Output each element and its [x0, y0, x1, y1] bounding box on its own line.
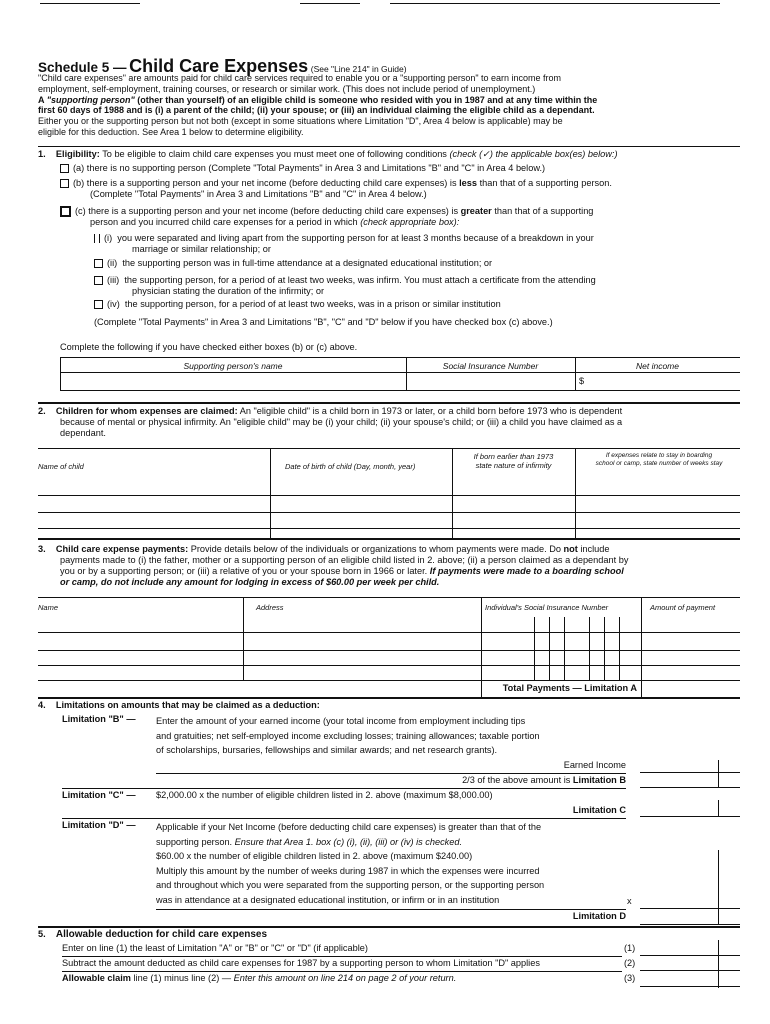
child-row-3-name[interactable]: [38, 514, 268, 527]
area1-complete-note: (Complete "Total Payments" in Area 3 and Limitations "B", "C" and "D" below if you have checked box (c) above.): [94, 317, 553, 327]
checkbox-b[interactable]: [60, 179, 69, 188]
area4-limitations: 4. Limitations on amounts that may be claimed as a deduction:: [38, 700, 320, 710]
area3-payments: 3. Child care expense payments: Provide details below of the individuals or organizations to whom payments were made. Do not include payments made to (i) the father, mother or a supporting person of an eligible child listed in 2. above; (ii) a person claimed as a dependant by you or by a supporting person; or (iii) a relative of you or your spouse born in 1966 or later. If payments were made to a boarding school or camp, do not include any amount for lodging in excess of $60.00 per week per child.: [38, 544, 629, 588]
area5-line2-label: Subtract the amount deducted as child care expenses for 1987 by a supporting person to whom Limitation "D" applies: [62, 958, 540, 968]
limitation-d-label: Limitation "D" —: [62, 820, 136, 830]
limitation-b-label: Limitation "B" —: [62, 714, 136, 724]
area5-line3-num: (3): [624, 973, 636, 983]
limitation-c-label: Limitation "C" —: [62, 790, 136, 800]
limitation-d-text: Applicable if your Net Income (before deducting child care expenses) is greater than that of the supporting person. Ensure that Area 1. box (c) (i), (ii), (iii) or (iv) is checked. $60.00 x the number of eligible children listed in 2. above (maximum $240.00) Multiply this amount by the number of weeks during 1987 in which the expenses were incurred and throughout which you were separated from the supporting person, or the supporting person was in attendance at a designated educational institution, or infirm or in an institution: [156, 822, 545, 905]
area1-option-c-iii: (iii) the supporting person, for a period of at least two weeks, was infirm. You must attach a certificate from the attending physician stating the duration of the infirmity; or: [94, 275, 744, 297]
area1-option-c-i: (i) you were separated and living apart from the supporting person for at least 3 months because of a breakdown in your marriage or similar relationship; or: [94, 233, 744, 255]
limitation-d-multiply: x: [627, 896, 632, 906]
payee-row-1-name[interactable]: [38, 618, 238, 631]
area5-line2-num: (2): [624, 958, 636, 968]
checkbox-c-i[interactable]: [94, 234, 100, 243]
area1-option-b: (b) there is a supporting person and your net income (before deducting child care expenses) is less than that of a supporting person. (Complete "Total Payments" in Area 3 and Limitations "B" and "C" in Area 4 below.): [60, 178, 740, 200]
col-supporting-sin: Social Insurance Number: [442, 361, 539, 371]
limitation-d-weeks-field[interactable]: [640, 895, 716, 907]
col-child-name: Name of child: [38, 462, 84, 471]
area5-line1-num: (1): [624, 943, 636, 953]
col-payee-address: Address: [256, 603, 284, 612]
area1-option-a: (a) there is no supporting person (Complete "Total Payments" in Area 3 and Limitations "B" and "C" in Area 4 below.): [60, 163, 740, 174]
area5-line1-label: Enter on line (1) the least of Limitation "A" or "B" or "C" or "D" (if applicable): [62, 943, 368, 953]
title-prefix: Schedule 5 —: [38, 60, 127, 75]
page-title: Child Care Expenses: [129, 56, 309, 76]
area2-children: 2. Children for whom expenses are claimed: An "eligible child" is a child born in 1973 or later, or a child born before 1973 who is dependent because of mental or physical infirmity. An "eligible child" may be (i) your child; (ii) your spouse's child; or (iii) a child you have claimed as a dependant.: [38, 406, 623, 439]
dollar-sign: $: [579, 376, 585, 386]
col-payee-name: Name: [38, 603, 59, 612]
area1-option-c-iv: (iv) the supporting person, for a period of at least two weeks, was in a prison or similar institution: [94, 299, 744, 310]
area1-option-c: (c) there is a supporting person and your net income (before deducting child care expenses) is greater than that of a supporting person and you incurred child care expenses for a period in which (check appropriate box):: [60, 206, 740, 228]
limitation-c-result: Limitation C: [572, 805, 626, 815]
net-income-field[interactable]: [590, 375, 738, 388]
supporting-name-field[interactable]: [62, 375, 402, 388]
checkbox-c-ii[interactable]: [94, 259, 103, 268]
col-infirmity: If born earlier than 1973 state nature of infirmity: [473, 452, 554, 470]
checkbox-a[interactable]: [60, 164, 69, 173]
limitation-c-text: $2,000.00 x the number of eligible children listed in 2. above (maximum $8,000.00): [156, 790, 493, 800]
limitation-c-field[interactable]: [640, 803, 716, 815]
area5-allowable: 5. Allowable deduction for child care expenses: [38, 929, 268, 940]
child-row-1-name[interactable]: [38, 481, 268, 494]
area1-eligibility: 1. Eligibility: To be eligible to claim child care expenses you must meet one of following conditions (check (✓) the applicable box(es) below:): [38, 149, 618, 159]
total-payments-label: Total Payments — Limitation A: [502, 683, 637, 693]
area5-line3-field[interactable]: [640, 972, 716, 984]
area5-line3-label: Allowable claim line (1) minus line (2) — Enter this amount on line 214 on page 2 of your return.: [62, 973, 457, 983]
col-boarding: If expenses relate to stay in boarding school or camp, state number of weeks stay: [595, 452, 723, 467]
checkbox-c-iii[interactable]: [94, 276, 103, 285]
total-payments-field[interactable]: [643, 682, 738, 696]
limitation-b-field[interactable]: [640, 774, 716, 786]
earned-income-field[interactable]: [640, 759, 716, 771]
intro-text: "Child care expenses" are amounts paid for child care services required to enable you or a "supporting person" to earn income from employment, self-employment, training courses, or research or similar work. (This does not include period of unemployment.) A "supporting person" (other than yourself) of an eligible child is someone who resided with you in 1987 and at any time within the first 60 days of 1988 and is (i) a parent of the child; (ii) your spouse; or (iii) an individual claiming the eligible child as a dependant. Either you or the supporting person but not both (except in some situations where Limitation "D", Area 4 below is applicable) may be eligible for this deduction. See Area 1 below to determine eligibility.: [38, 73, 598, 137]
child-row-2-name[interactable]: [38, 498, 268, 511]
guide-reference: (See "Line 214" in Guide): [310, 64, 407, 74]
checkbox-c[interactable]: [60, 206, 71, 217]
limitation-d-result: Limitation D: [572, 911, 626, 921]
area5-line2-field[interactable]: [640, 957, 716, 969]
area1-option-c-ii: (ii) the supporting person was in full-time attendance at a designated educational institution; or: [94, 258, 744, 269]
col-payee-sin: Individual's Social Insurance Number: [485, 603, 609, 612]
limitation-b-line: 2/3 of the above amount is Limitation B: [462, 775, 626, 785]
payee-row-3-name[interactable]: [38, 652, 238, 665]
supporting-sin-field[interactable]: [408, 375, 573, 388]
limitation-d-field[interactable]: [640, 910, 716, 922]
col-net-income: Net income: [636, 361, 679, 371]
area5-line1-field[interactable]: [640, 942, 716, 954]
payee-row-2-name[interactable]: [38, 636, 238, 649]
checkbox-c-iv[interactable]: [94, 300, 103, 309]
earned-income-label: Earned Income: [563, 760, 626, 770]
col-child-dob: Date of birth of child (Day, month, year): [285, 462, 416, 471]
limitation-b-text: Enter the amount of your earned income (your total income from employment including tips and gratuities; net self-employed income excluding losses; training allowances; taxable portion of scholarships, bursaries, fellowships and similar awards; and net research grants).: [156, 716, 540, 755]
col-payment-amount: Amount of payment: [650, 603, 716, 612]
area1-complete-following: Complete the following if you have checked either boxes (b) or (c) above.: [60, 342, 358, 352]
col-supporting-name: Supporting person's name: [183, 361, 283, 371]
